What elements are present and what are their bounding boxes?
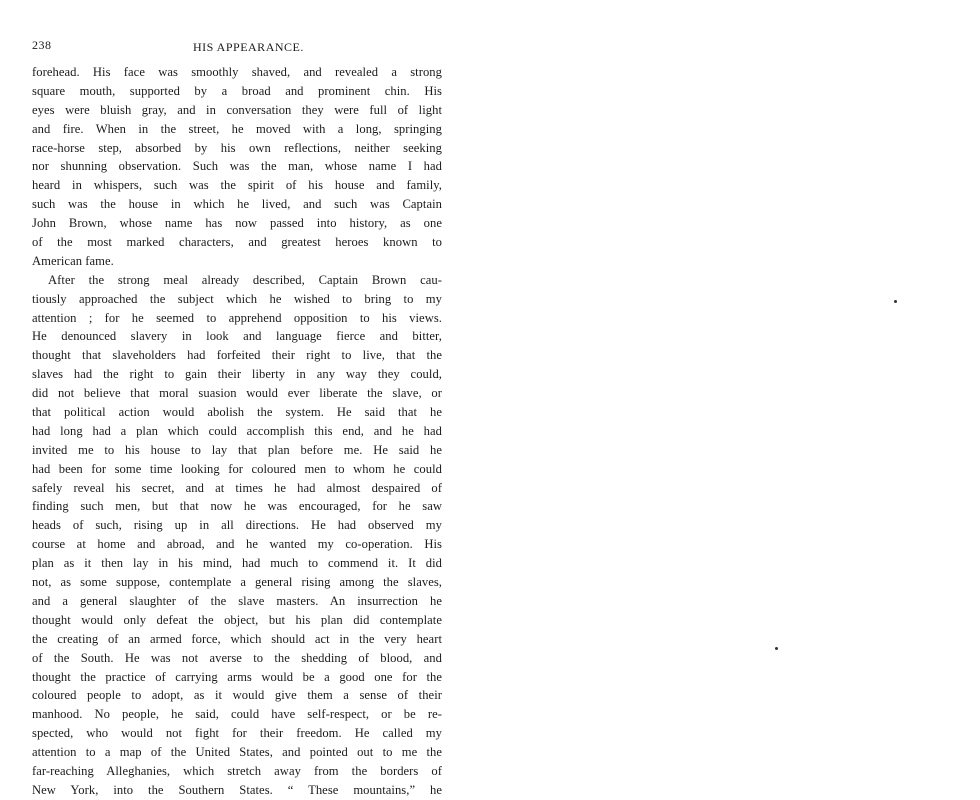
text-line: invited me to his house to lay that plan before me. He said he [32, 442, 442, 457]
text-line: thought would only defeat the object, but his plan did contemplate [32, 612, 442, 627]
text-line: race-horse step, absorbed by his own reflections, neither seeking [32, 140, 442, 155]
text-line: attention ; for he seemed to apprehend opposition to his views. [32, 310, 442, 325]
text-line: nor shunning observation. Such was the man, whose name I had [32, 159, 442, 174]
text-line: heard in whispers, such was the spirit of his house and family, [32, 178, 442, 193]
print-speck [894, 300, 897, 303]
text-line: coloured people to adopt, as it would give them a sense of their [32, 688, 442, 703]
text-line: slaves had the right to gain their liberty in any way they could, [32, 367, 442, 382]
text-line: far-reaching Alleghanies, which stretch away from the borders of [32, 763, 442, 778]
text-line: manhood. No people, he said, could have self-respect, or be re- [32, 707, 442, 722]
text-line: plan as it then lay in his mind, had much to commend it. It did [32, 556, 442, 571]
text-line: had been for some time looking for coloured men to whom he could [32, 461, 442, 476]
left-page-body [32, 63, 442, 800]
text-line: John Brown, whose name has now passed into history, as one [32, 216, 442, 231]
text-line: and a general slaughter of the slave masters. An insurrection he [32, 593, 442, 608]
text-line: not, as some suppose, contemplate a general rising among the slaves, [32, 575, 442, 590]
text-line: did not believe that moral suasion would ever liberate the slave, or [32, 386, 442, 401]
left-running-head: HIS APPEARANCE. [193, 40, 304, 54]
text-line: thought the practice of carrying arms would be a good one for the [32, 669, 442, 684]
text-line: New York, into the Southern States. “ These mountains,” he [32, 782, 442, 797]
text-line: finding such men, but that now he was encouraged, for he saw [32, 499, 442, 514]
text-line: of the South. He was not averse to the shedding of blood, and [32, 650, 442, 665]
text-line: had long had a plan which could accomplish this end, and he had [32, 423, 442, 438]
text-line: safely reveal his secret, and at times he had almost despaired of [32, 480, 442, 495]
text-line: spected, who would not fight for their freedom. He called my [32, 726, 442, 741]
text-line: attention to a map of the United States, and pointed out to me the [32, 745, 442, 760]
text-line: course at home and abroad, and he wanted my co-operation. His [32, 537, 442, 552]
text-line: thought that slaveholders had forfeited their right to live, that the [32, 348, 442, 363]
text-line: the creating of an armed force, which should act in the very heart [32, 631, 442, 646]
text-line: tiously approached the subject which he wished to bring to my [32, 291, 442, 306]
right-page [490, 0, 980, 696]
text-line: American fame. [32, 253, 114, 268]
text-line: heads of such, rising up in all directions. He had observed my [32, 518, 442, 533]
text-line: such was the house in which he lived, and such was Captain [32, 197, 442, 212]
text-line: of the most marked characters, and greatest heroes known to [32, 235, 442, 250]
text-line: forehead. His face was smoothly shaved, and revealed a strong [32, 65, 442, 79]
text-line: and fire. When in the street, he moved with a long, springing [32, 121, 442, 136]
left-page [0, 0, 490, 797]
print-speck [775, 647, 778, 650]
text-line: square mouth, supported by a broad and prominent chin. His [32, 83, 442, 98]
text-line: eyes were bluish gray, and in conversation they were full of light [32, 102, 442, 117]
text-line: He denounced slavery in look and language fierce and bitter, [32, 329, 442, 344]
text-line: that political action would abolish the system. He said that he [32, 405, 442, 420]
left-page-number: 238 [32, 38, 52, 52]
paragraph-start-line: After the strong meal already described, Captain Brown cau- [48, 272, 442, 287]
